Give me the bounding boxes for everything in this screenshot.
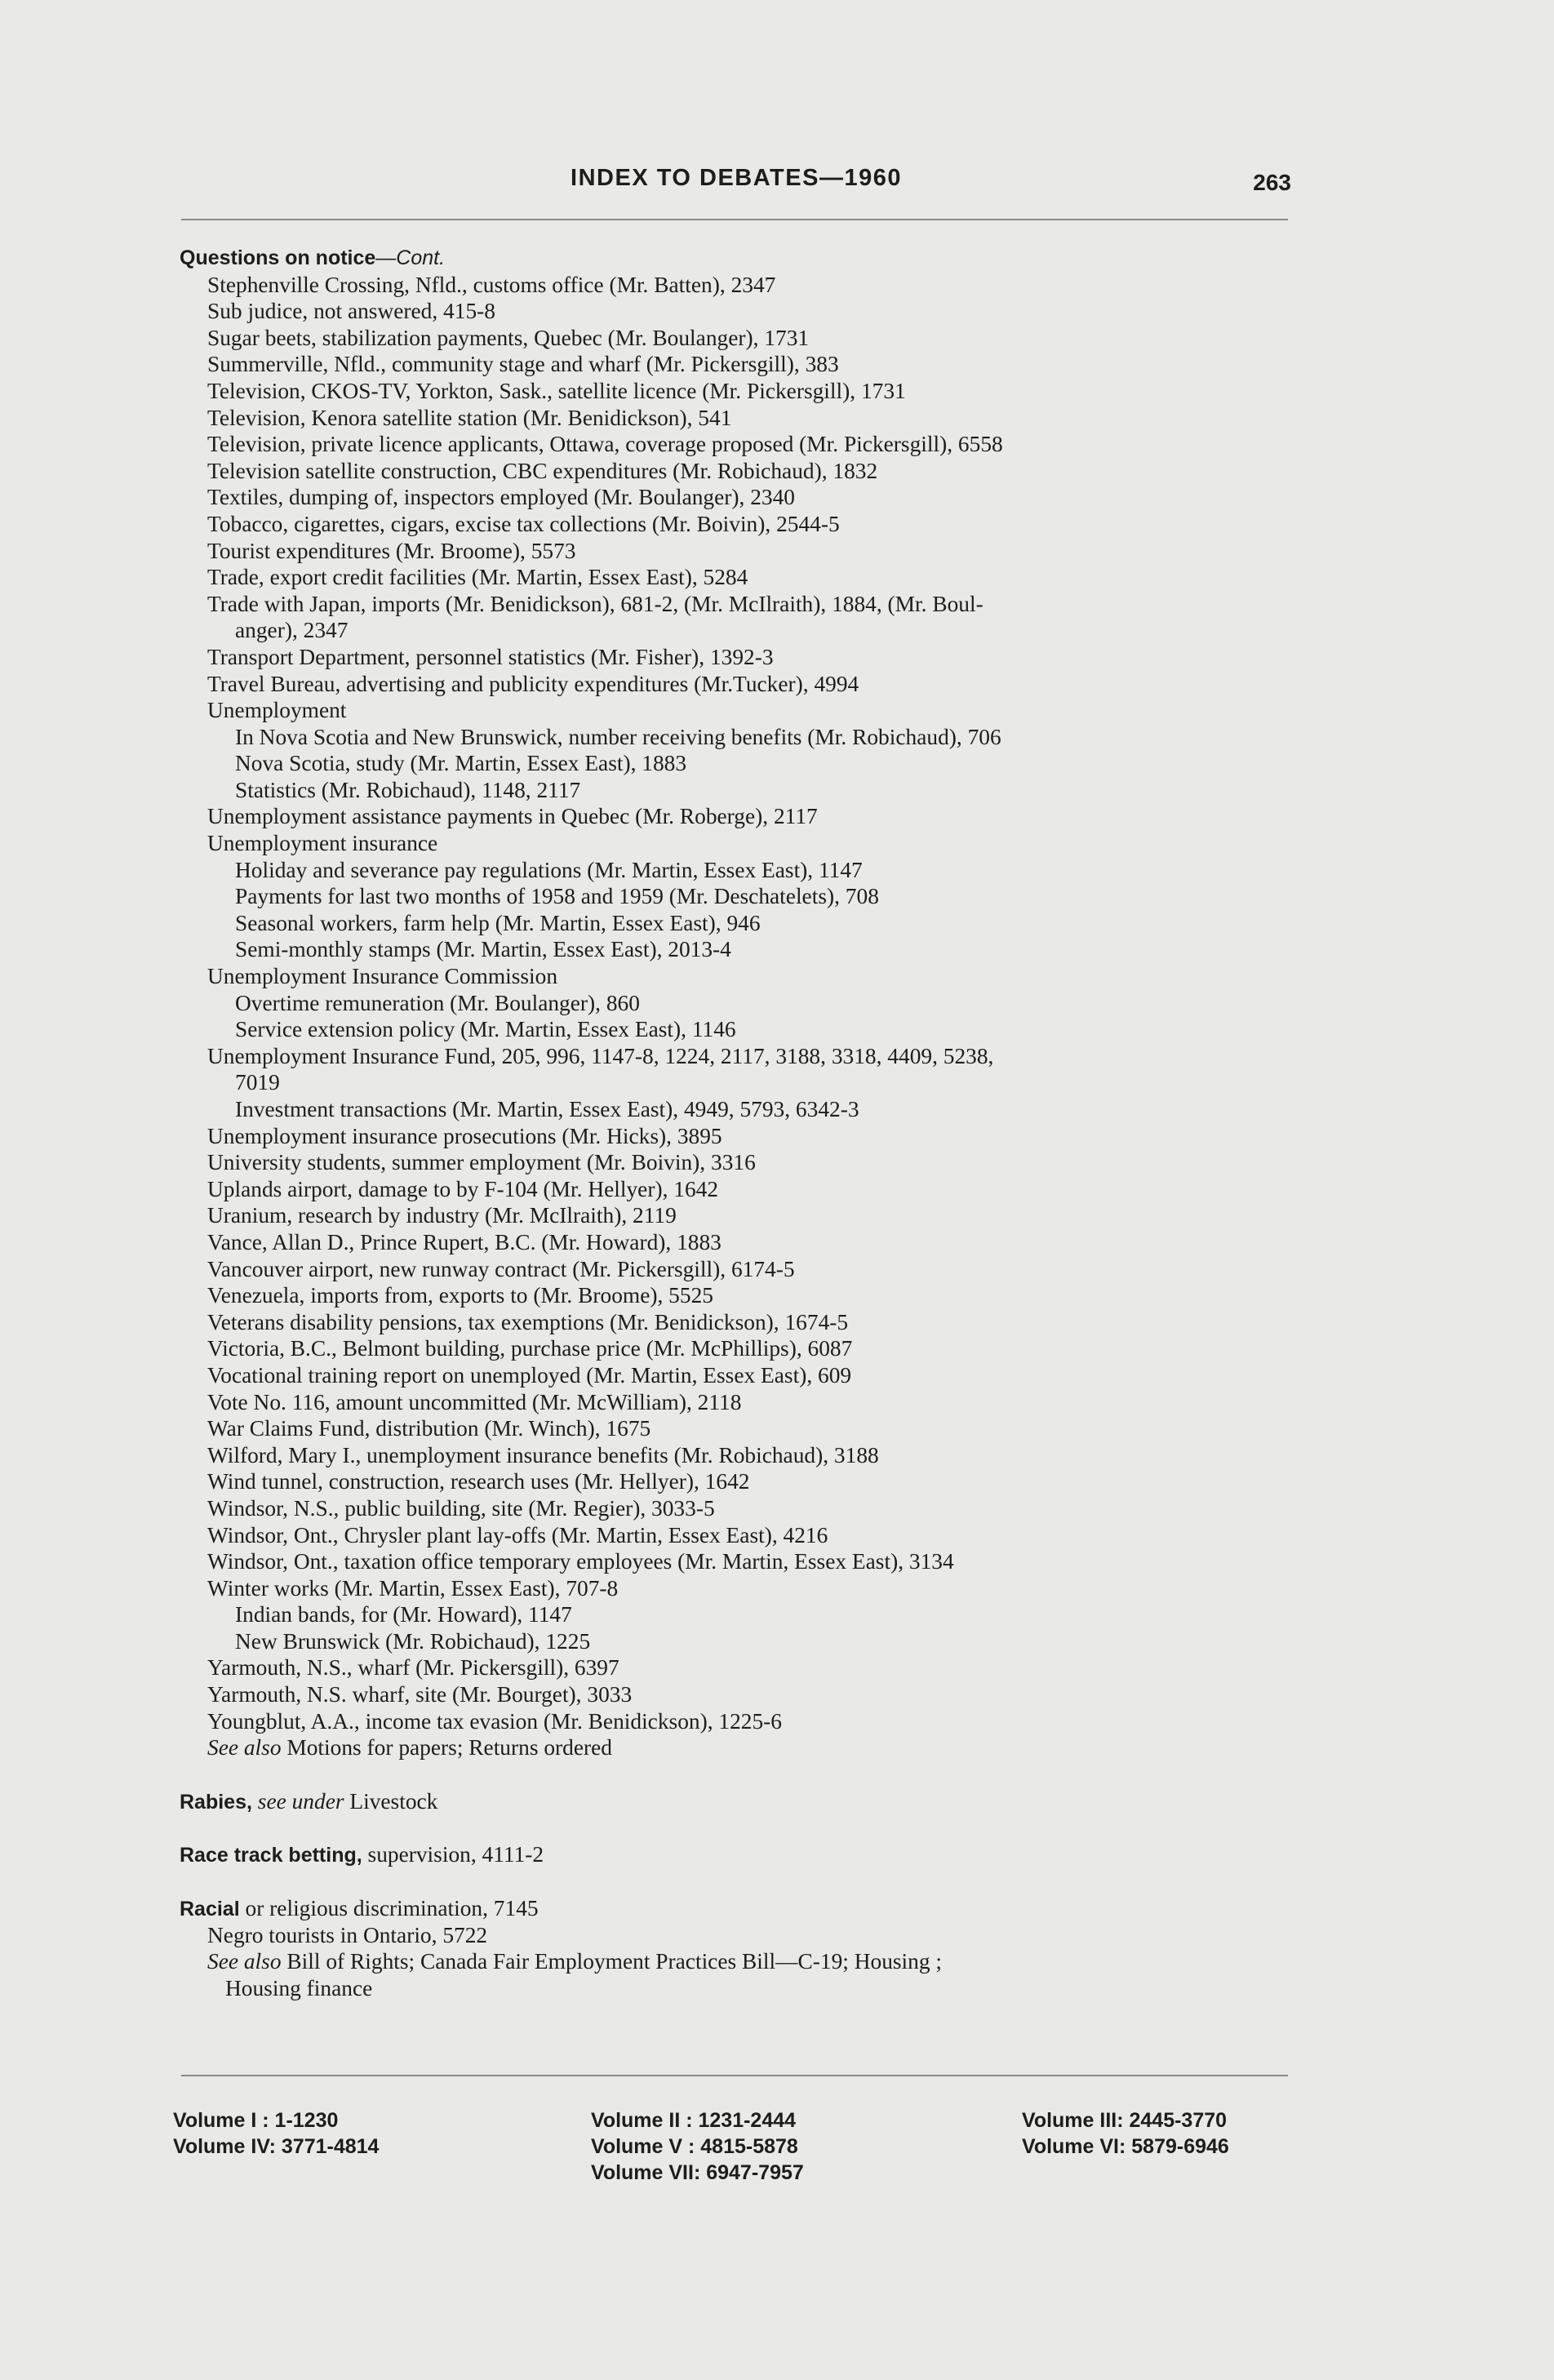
- index-entry: Unemployment insurance prosecutions (Mr. Hicks), 3895: [207, 1123, 722, 1148]
- index-entry: Statistics (Mr. Robichaud), 1148, 2117: [235, 777, 581, 802]
- index-entry: Textiles, dumping of, inspectors employed (Mr. Boulanger), 2340: [207, 485, 796, 510]
- index-entry: Victoria, B.C., Belmont building, purchase price (Mr. McPhillips), 6087: [207, 1336, 853, 1361]
- index-entry: Windsor, N.S., public building, site (Mr. Regier), 3033-5: [207, 1495, 715, 1521]
- page-header: [181, 160, 1291, 196]
- index-entry: Nova Scotia, study (Mr. Martin, Essex East), 1883: [235, 751, 687, 776]
- index-entry: Unemployment assistance payments in Quebec (Mr. Roberge), 2117: [207, 804, 818, 829]
- index-entry: Payments for last two months of 1958 and 1959 (Mr. Deschatelets), 708: [235, 884, 879, 909]
- volume-range: Volume I : 1-1230: [173, 2109, 339, 2132]
- index-entry: In Nova Scotia and New Brunswick, number receiving benefits (Mr. Robichaud), 706: [235, 724, 1001, 749]
- index-entry: Summerville, Nfld., community stage and wharf (Mr. Pickersgill), 383: [207, 352, 839, 377]
- index-entry: Unemployment Insurance Commission: [207, 964, 558, 989]
- index-entry: Sub judice, not answered, 415-8: [207, 299, 495, 324]
- index-entry: Unemployment Insurance Fund, 205, 996, 1147-8, 1224, 2117, 3188, 3318, 4409, 5238,: [207, 1043, 994, 1068]
- entry-racial: Racial or religious discrimination, 7145: [180, 1896, 539, 1921]
- subentry-line: Negro tourists in Ontario, 5722: [207, 1922, 488, 1947]
- index-entry: Holiday and severance pay regulations (Mr. Martin, Essex East), 1147: [235, 857, 863, 882]
- index-entry: Tourist expenditures (Mr. Broome), 5573: [207, 538, 576, 563]
- index-entry: Semi-monthly stamps (Mr. Martin, Essex East), 2013-4: [235, 937, 731, 962]
- index-entry: 7019: [235, 1070, 280, 1095]
- index-entry: Sugar beets, stabilization payments, Quebec (Mr. Boulanger), 1731: [207, 325, 810, 350]
- volume-range: Volume VI: 5879-6946: [1022, 2135, 1229, 2158]
- page-number: 263: [1253, 170, 1291, 195]
- index-entry: Unemployment insurance: [207, 831, 438, 856]
- footer-column: [1022, 2107, 1229, 2160]
- index-entry: Service extension policy (Mr. Martin, Essex East), 1146: [235, 1017, 736, 1042]
- index-entry: Indian bands, for (Mr. Howard), 1147: [235, 1602, 572, 1627]
- index-entry: Tobacco, cigarettes, cigars, excise tax collections (Mr. Boivin), 2544-5: [207, 511, 840, 536]
- index-entry: University students, summer employment (Mr. Boivin), 3316: [207, 1150, 756, 1175]
- see-also-line: See also Bill of Rights; Canada Fair Employment Practices Bill—C-19; Housing ;: [207, 1949, 943, 1974]
- index-entry: Overtime remuneration (Mr. Boulanger), 860: [235, 990, 640, 1015]
- index-entry: Venezuela, imports from, exports to (Mr. Broome), 5525: [207, 1283, 713, 1308]
- entry-rabies: Rabies, see under Livestock: [180, 1788, 438, 1814]
- index-entry: Trade with Japan, imports (Mr. Benidickson), 681-2, (Mr. McIlraith), 1884, (Mr. Boul-: [207, 591, 983, 616]
- index-entry: Unemployment: [207, 698, 347, 723]
- index-content: [180, 245, 1306, 2001]
- volume-range: Volume VII: 6947-7957: [591, 2161, 804, 2184]
- index-entry: New Brunswick (Mr. Robichaud), 1225: [235, 1628, 591, 1654]
- index-entry: Vote No. 116, amount uncommitted (Mr. McWilliam), 2118: [207, 1389, 742, 1414]
- volume-range: Volume III: 2445-3770: [1022, 2109, 1228, 2132]
- index-entry: Television satellite construction, CBC expenditures (Mr. Robichaud), 1832: [207, 458, 878, 483]
- index-entry: Uranium, research by industry (Mr. McIlraith), 2119: [207, 1203, 677, 1228]
- see-also-line: See also Motions for papers; Returns ordered: [207, 1735, 612, 1761]
- index-entry: Vance, Allan D., Prince Rupert, B.C. (Mr. Howard), 1883: [207, 1229, 722, 1254]
- index-entry: Uplands airport, damage to by F-104 (Mr. Hellyer), 1642: [207, 1176, 719, 1201]
- footer-rule: [181, 2075, 1288, 2076]
- header-rule: [181, 219, 1288, 220]
- index-entry: anger), 2347: [235, 618, 349, 643]
- volume-range: Volume IV: 3771-4814: [173, 2135, 380, 2158]
- index-entry: Yarmouth, N.S., wharf (Mr. Pickersgill), 6397: [207, 1655, 619, 1681]
- index-entry: Vancouver airport, new runway contract (Mr. Pickersgill), 6174-5: [207, 1256, 795, 1281]
- volume-range: Volume V : 4815-5878: [591, 2135, 798, 2158]
- index-entry: War Claims Fund, distribution (Mr. Winch), 1675: [207, 1416, 651, 1441]
- entry-race-track: Race track betting, supervision, 4111-2: [180, 1842, 544, 1867]
- volume-range: Volume II : 1231-2444: [591, 2109, 797, 2132]
- section-heading: Questions on notice—Cont.: [180, 246, 446, 269]
- index-entry: Veterans disability pensions, tax exemptions (Mr. Benidickson), 1674-5: [207, 1309, 849, 1334]
- index-entry: Trade, export credit facilities (Mr. Martin, Essex East), 5284: [207, 565, 748, 590]
- index-entry: Transport Department, personnel statistics (Mr. Fisher), 1392-3: [207, 644, 774, 669]
- index-entry: Stephenville Crossing, Nfld., customs office (Mr. Batten), 2347: [207, 272, 776, 297]
- index-entry: Winter works (Mr. Martin, Essex East), 707-8: [207, 1575, 619, 1601]
- index-entry: Vocational training report on unemployed (Mr. Martin, Essex East), 609: [207, 1362, 852, 1388]
- index-entry: Wind tunnel, construction, research uses (Mr. Hellyer), 1642: [207, 1469, 750, 1494]
- page-title: INDEX TO DEBATES—1960: [571, 165, 902, 191]
- volume-footer: [173, 2107, 1299, 2197]
- index-entry: Yarmouth, N.S. wharf, site (Mr. Bourget), 3033: [207, 1682, 633, 1707]
- index-entry: Television, CKOS-TV, Yorkton, Sask., satellite licence (Mr. Pickersgill), 1731: [207, 378, 906, 403]
- index-entry: Windsor, Ont., Chrysler plant lay-offs (Mr. Martin, Essex East), 4216: [207, 1522, 828, 1547]
- index-entry: Seasonal workers, farm help (Mr. Martin, Essex East), 946: [235, 910, 761, 935]
- footer-column: [173, 2107, 379, 2160]
- index-entry: Television, Kenora satellite station (Mr. Benidickson), 541: [207, 405, 732, 430]
- index-entry: Travel Bureau, advertising and publicity expenditures (Mr.Tucker), 4994: [207, 671, 859, 696]
- continuation-line: Housing finance: [225, 1975, 373, 2000]
- entry-list: [180, 272, 1306, 1735]
- footer-column: [591, 2107, 804, 2186]
- index-entry: Television, private licence applicants, Ottawa, coverage proposed (Mr. Pickersgill), 6558: [207, 432, 1003, 457]
- index-entry: Youngblut, A.A., income tax evasion (Mr. Benidickson), 1225-6: [207, 1708, 782, 1734]
- index-entry: Investment transactions (Mr. Martin, Essex East), 4949, 5793, 6342-3: [235, 1097, 859, 1121]
- index-entry: Windsor, Ont., taxation office temporary employees (Mr. Martin, Essex East), 3134: [207, 1549, 954, 1574]
- index-entry: Wilford, Mary I., unemployment insurance benefits (Mr. Robichaud), 3188: [207, 1442, 879, 1468]
